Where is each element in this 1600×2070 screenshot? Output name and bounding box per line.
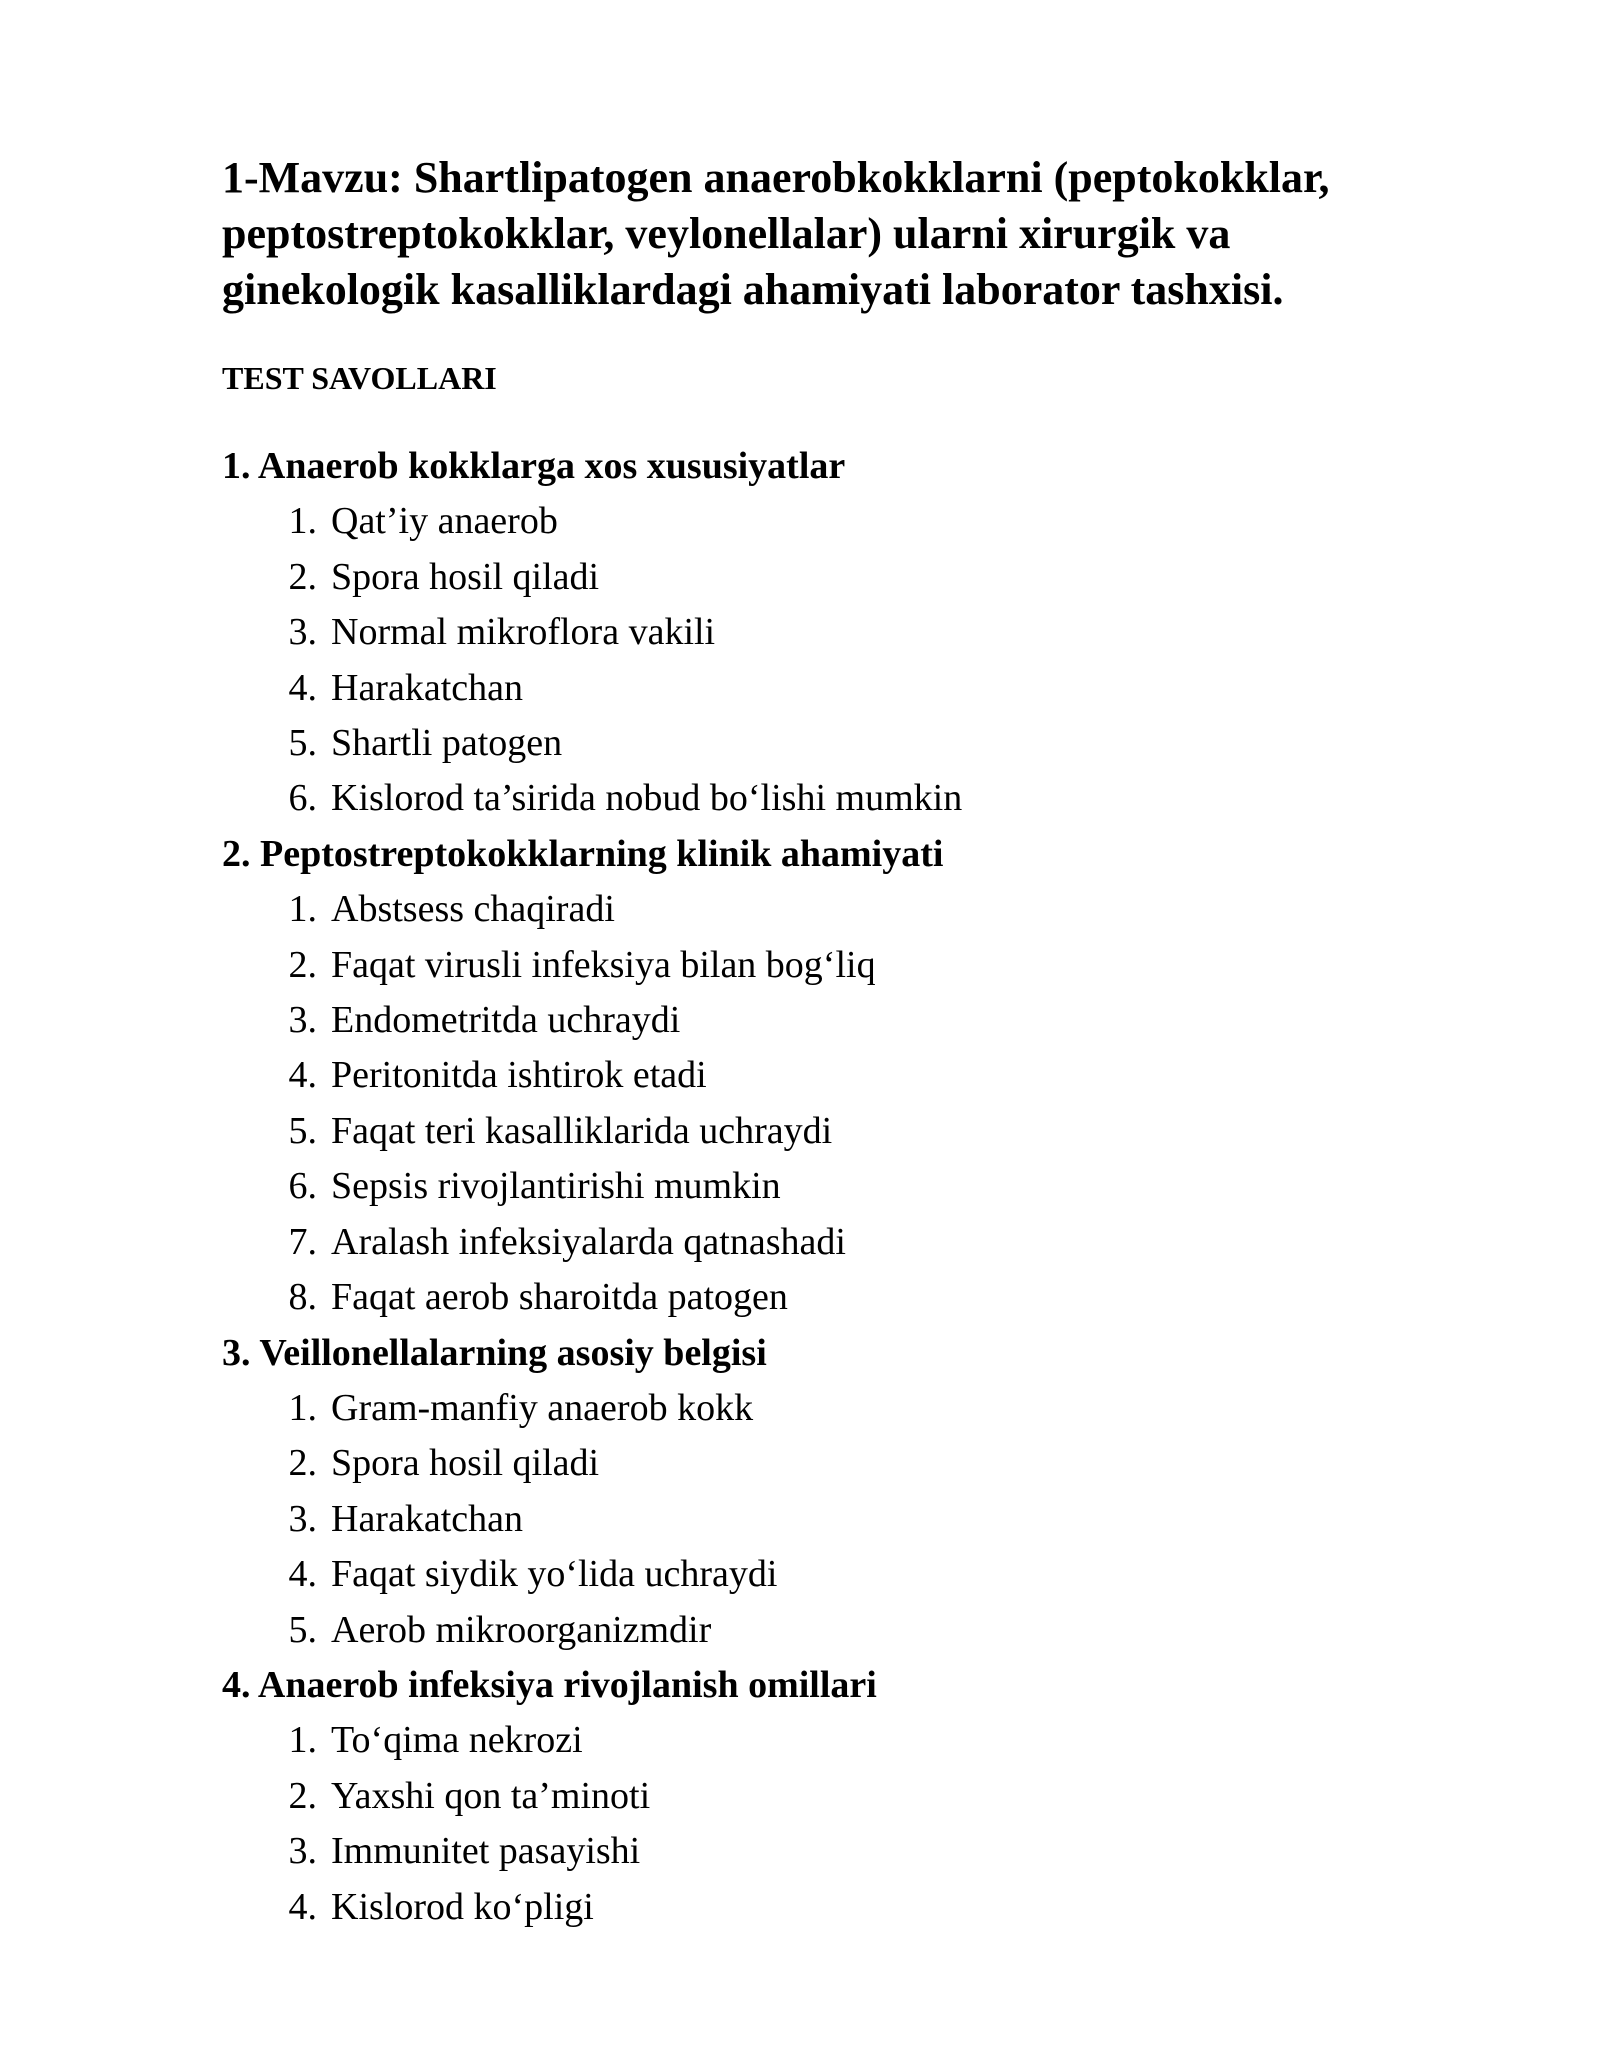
answer-option-text: Peritonitda ishtirok etadi: [331, 1054, 707, 1097]
answer-option-number: 6.: [288, 1165, 317, 1208]
page-title-line: ginekologik kasalliklardagi ahamiyati laborator tashxisi.: [222, 265, 1284, 314]
question-block: [222, 827, 1452, 1326]
answer-options-list: [222, 494, 1452, 826]
answer-option-number: 2.: [288, 1774, 317, 1817]
option-spacer: [317, 1492, 331, 1547]
answer-option-number: 4.: [288, 1885, 317, 1928]
question-heading: 4. Anaerob infeksiya rivojlanish omillari: [222, 1663, 877, 1706]
answer-option-number: 3.: [288, 1830, 317, 1873]
answer-option: [222, 605, 1452, 660]
answer-option-number: 5.: [288, 722, 317, 765]
answer-option-text: Sepsis rivojlantirishi mumkin: [331, 1165, 781, 1208]
answer-option-text: Faqat aerob sharoitda patogen: [331, 1276, 788, 1319]
answer-option-number: 1.: [288, 1386, 317, 1429]
option-spacer: [317, 605, 331, 660]
answer-option: [222, 494, 1452, 549]
question-heading: 1. Anaerob kokklarga xos xususiyatlar: [222, 445, 846, 487]
answer-option-text: Normal mikroflora vakili: [331, 611, 716, 654]
answer-option: [222, 1492, 1452, 1547]
answer-option: [222, 1104, 1452, 1159]
option-spacer: [317, 1713, 331, 1768]
answer-option-text: Aerob mikroorganizmdir: [331, 1608, 712, 1651]
answer-option: [222, 1880, 1452, 1935]
answer-option: [222, 993, 1452, 1048]
answer-options-list: [222, 1381, 1452, 1658]
answer-option: [222, 661, 1452, 716]
question-heading: 3. Veillonellalarning asosiy belgisi: [222, 1331, 767, 1374]
answer-option: [222, 771, 1452, 826]
answer-option: [222, 1436, 1452, 1491]
answer-option-text: Harakatchan: [331, 666, 523, 709]
option-spacer: [317, 1215, 331, 1270]
option-spacer: [317, 1381, 331, 1436]
answer-option: [222, 1270, 1452, 1325]
option-spacer: [317, 1769, 331, 1824]
answer-option-number: 4.: [288, 666, 317, 709]
answer-option: [222, 1381, 1452, 1436]
answer-option-number: 7.: [288, 1220, 317, 1263]
answer-options-list: [222, 1713, 1452, 1935]
option-spacer: [317, 1159, 331, 1214]
question-heading: 2. Peptostreptokokklarning klinik ahamiyati: [222, 832, 944, 875]
page-title-line: peptostreptokokklar, veylonellalar) ularni xirurgik va: [222, 209, 1231, 258]
answer-option: [222, 550, 1452, 605]
answer-option-number: 3.: [288, 611, 317, 654]
answer-option-text: Harakatchan: [331, 1497, 523, 1540]
answer-option: [222, 882, 1452, 937]
option-spacer: [317, 1048, 331, 1103]
page-title-line: 1-Mavzu: Shartlipatogen anaerobkokklarni (peptokokklar,: [222, 153, 1330, 202]
answer-option-text: Faqat teri kasalliklarida uchraydi: [331, 1109, 833, 1152]
answer-option: [222, 1215, 1452, 1270]
answer-option-number: 1.: [288, 1719, 317, 1762]
answer-option-number: 5.: [288, 1109, 317, 1152]
answer-option-number: 2.: [288, 555, 317, 598]
answer-option: [222, 1048, 1452, 1103]
answer-option-number: 8.: [288, 1276, 317, 1319]
answer-option: [222, 1603, 1452, 1658]
question-block: [222, 1658, 1452, 1935]
answer-option-text: Spora hosil qiladi: [331, 555, 600, 598]
option-spacer: [317, 1603, 331, 1658]
answer-option-number: 3.: [288, 999, 317, 1042]
page-title: [222, 150, 1452, 318]
answer-option-text: Shartli patogen: [331, 722, 563, 765]
answer-options-list: [222, 882, 1452, 1325]
answer-option-number: 2.: [288, 1442, 317, 1485]
section-label: TEST SAVOLLARI: [222, 360, 497, 396]
answer-option-number: 1.: [288, 888, 317, 931]
option-spacer: [317, 993, 331, 1048]
answer-option: [222, 1769, 1452, 1824]
answer-option: [222, 1547, 1452, 1602]
option-spacer: [317, 716, 331, 771]
option-spacer: [317, 1104, 331, 1159]
answer-option-number: 2.: [288, 943, 317, 986]
answer-option-text: Qat’iy anaerob: [331, 500, 558, 543]
answer-option-text: Faqat siydik yo‘lida uchraydi: [331, 1553, 778, 1596]
questions-list: [222, 439, 1452, 1935]
answer-option-text: Faqat virusli infeksiya bilan bog‘liq: [331, 943, 876, 986]
option-spacer: [317, 1547, 331, 1602]
answer-option-text: Abstsess chaqiradi: [331, 888, 615, 931]
answer-option-number: 4.: [288, 1054, 317, 1097]
answer-option: [222, 1713, 1452, 1768]
answer-option-number: 4.: [288, 1553, 317, 1596]
question-block: [222, 439, 1452, 827]
answer-option: [222, 716, 1452, 771]
document-page: [222, 150, 1452, 1935]
answer-option-number: 6.: [288, 777, 317, 820]
option-spacer: [317, 661, 331, 716]
option-spacer: [317, 1824, 331, 1879]
answer-option: [222, 938, 1452, 993]
answer-option-text: Spora hosil qiladi: [331, 1442, 600, 1485]
answer-option-number: 3.: [288, 1497, 317, 1540]
option-spacer: [317, 1880, 331, 1935]
answer-option-text: Endometritda uchraydi: [331, 999, 681, 1042]
answer-option: [222, 1159, 1452, 1214]
answer-option: [222, 1824, 1452, 1879]
option-spacer: [317, 938, 331, 993]
option-spacer: [317, 882, 331, 937]
answer-option-text: Kislorod ko‘pligi: [331, 1885, 594, 1928]
option-spacer: [317, 1436, 331, 1491]
answer-option-text: Gram-manfiy anaerob kokk: [331, 1386, 754, 1429]
answer-option-number: 1.: [288, 500, 317, 543]
answer-option-text: Yaxshi qon ta’minoti: [331, 1774, 651, 1817]
answer-option-text: To‘qima nekrozi: [331, 1719, 583, 1762]
option-spacer: [317, 771, 331, 826]
answer-option-text: Aralash infeksiyalarda qatnashadi: [331, 1220, 846, 1263]
answer-option-text: Immunitet pasayishi: [331, 1830, 641, 1873]
answer-option-number: 5.: [288, 1608, 317, 1651]
question-block: [222, 1326, 1452, 1658]
option-spacer: [317, 1270, 331, 1325]
option-spacer: [317, 494, 331, 549]
option-spacer: [317, 550, 331, 605]
answer-option-text: Kislorod ta’sirida nobud bo‘lishi mumkin: [331, 777, 963, 820]
